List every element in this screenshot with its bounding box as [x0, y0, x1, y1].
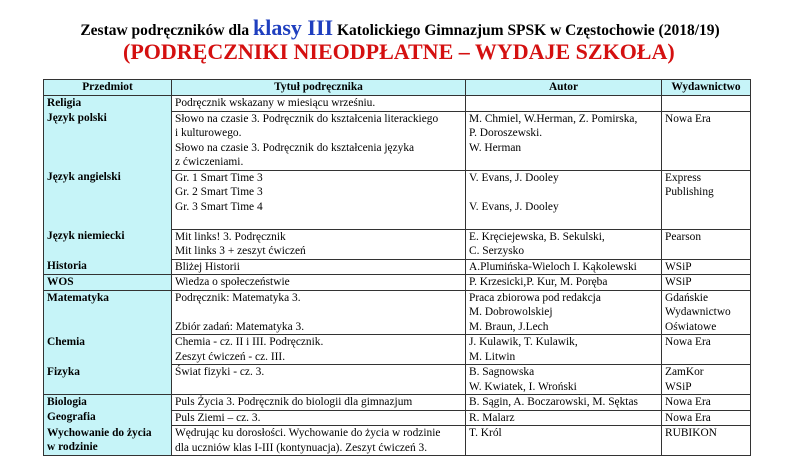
author-line: P. Doroszewski. [469, 127, 543, 139]
publisher-line: WSiP [665, 260, 692, 273]
publisher-cell [662, 96, 751, 112]
publisher-line: Oświatowe [665, 320, 717, 333]
title-line: Słowo na czasie 3. Podręcznik do kształcenia języka [175, 141, 415, 154]
author-line: M. Braun, J.Lech [469, 320, 549, 333]
publisher-line: Publishing [665, 186, 714, 198]
title-line: Wędrując ku dorosłości. Wychowanie do życia w rodzinie [175, 427, 441, 439]
subject-cell: WOS [44, 275, 172, 291]
author-line: Praca zbiorowa pod redakcja [469, 291, 601, 304]
title-line: Puls Ziemi – cz. 3. [175, 411, 261, 424]
subject-cell: Geografia [44, 410, 172, 426]
author-cell [466, 96, 662, 112]
author-line: P. Krzesicki,P. Kur, M. Poręba [469, 276, 608, 288]
title-line: Mit links! 3. Podręcznik [175, 230, 286, 243]
table-row [44, 170, 751, 229]
author-cell [466, 335, 662, 365]
header-publisher: Wydawnictwo [662, 80, 751, 96]
subject-cell: Religia [44, 96, 172, 112]
title-cell [172, 290, 466, 335]
table-row [44, 410, 751, 426]
table-row [44, 395, 751, 411]
title-line: i kulturowego. [175, 127, 242, 139]
title-line: Puls Życia 3. Podręcznik do biologii dla gimnazjum [175, 396, 413, 408]
title-cell [172, 395, 466, 411]
subject-line: Wychowanie do życia [47, 426, 152, 439]
table-header-row [44, 80, 751, 96]
title-line: Gr. 2 Smart Time 3 [175, 186, 263, 198]
publisher-line: WSiP [665, 276, 692, 288]
title-line: Podręcznik: Matematyka 3. [175, 291, 301, 304]
publisher-cell [662, 229, 751, 259]
author-line: W. Kwiatek, I. Wroński [469, 380, 577, 393]
header-author: Autor [466, 80, 662, 96]
author-cell [466, 290, 662, 335]
subject-line: w rodzinie [47, 441, 98, 453]
title-cell [172, 111, 466, 170]
publisher-line: Nowa Era [665, 336, 711, 348]
author-line: E. Kręciejewska, B. Sekulski, [469, 230, 605, 243]
author-cell [466, 170, 662, 229]
publisher-cell [662, 365, 751, 395]
table-row [44, 335, 751, 365]
title-cell [172, 275, 466, 291]
author-line: T. Król [469, 427, 502, 439]
header-title: Tytuł podręcznika [172, 80, 466, 96]
author-cell [466, 111, 662, 170]
publisher-line: Nowa Era [665, 112, 711, 125]
subject-cell [44, 426, 172, 456]
publisher-line: Nowa Era [665, 411, 711, 424]
document-subtitle: (PODRĘCZNIKI NIEODPŁATNE – WYDAJE SZKOŁA) [123, 39, 675, 64]
table-row [44, 426, 751, 456]
title-cell [172, 365, 466, 395]
author-cell [466, 410, 662, 426]
author-cell [466, 365, 662, 395]
title-prefix: Zestaw podręczników dla [80, 22, 253, 39]
author-cell [466, 259, 662, 275]
author-line: W. Herman [469, 141, 522, 154]
subject-cell: Język niemiecki [44, 229, 172, 259]
author-line: M. Chmiel, W.Herman, Z. Pomirska, [469, 112, 638, 125]
author-line: J. Kulawik, T. Kulawik, [469, 336, 578, 348]
title-line: Gr. 1 Smart Time 3 [175, 171, 263, 184]
publisher-line: RUBIKON [665, 427, 717, 439]
author-cell [466, 275, 662, 291]
textbook-table [43, 79, 751, 456]
publisher-line: Pearson [665, 230, 702, 243]
author-line: M. Litwin [469, 350, 516, 363]
table-row [44, 290, 751, 335]
subject-cell: Matematyka [44, 290, 172, 335]
title-cell [172, 229, 466, 259]
author-cell [466, 426, 662, 456]
author-line: M. Dobrowolskiej [469, 306, 553, 318]
table-row [44, 96, 751, 112]
publisher-cell [662, 259, 751, 275]
publisher-line: Wydawnictwo [665, 306, 731, 318]
title-cell [172, 426, 466, 456]
publisher-line: ZamKor [665, 366, 704, 378]
author-line: V. Evans, J. Dooley [469, 200, 559, 213]
subject-cell: Język polski [44, 111, 172, 170]
author-line: V. Evans, J. Dooley [469, 171, 559, 184]
empty-line [175, 214, 462, 229]
header-subject: Przedmiot [44, 80, 172, 96]
author-line: R. Malarz [469, 411, 515, 424]
title-cell [172, 96, 466, 112]
title-line: Chemia - cz. II i III. Podręcznik. [175, 336, 324, 348]
table-row [44, 365, 751, 395]
empty-line [469, 185, 658, 200]
author-line: A.Plumińska-Wieloch I. Kąkolewski [469, 260, 637, 273]
publisher-cell [662, 335, 751, 365]
title-line: z ćwiczeniami. [175, 156, 244, 168]
title-line: Słowo na czasie 3. Podręcznik do kształcenia literackiego [175, 112, 439, 125]
title-cell [172, 410, 466, 426]
publisher-line: Nowa Era [665, 396, 711, 408]
empty-line [175, 380, 462, 395]
table-row [44, 111, 751, 170]
title-line: Gr. 3 Smart Time 4 [175, 200, 263, 213]
title-line: Świat fizyki - cz. 3. [175, 366, 265, 378]
title-class-highlight: klasy III [252, 15, 334, 40]
table-row [44, 229, 751, 259]
table-row [44, 275, 751, 291]
publisher-cell [662, 410, 751, 426]
title-line: dla uczniów klas I-III (kontynuacja). Zeszyt ćwiczeń 3. [175, 441, 428, 454]
publisher-cell [662, 426, 751, 456]
publisher-cell [662, 395, 751, 411]
publisher-cell [662, 111, 751, 170]
subject-cell: Fizyka [44, 365, 172, 395]
title-suffix: Katolickiego Gimnazjum SPSK w Częstochowie (2018/19) [333, 22, 720, 39]
publisher-cell [662, 290, 751, 335]
subject-cell: Chemia [44, 335, 172, 365]
author-line: B. Sągin, A. Boczarowski, M. Sęktas [469, 396, 638, 408]
title-line: Podręcznik wskazany w miesiącu wrześniu. [175, 97, 376, 109]
title-line: Mit links 3 + zeszyt ćwiczeń [175, 245, 306, 257]
author-line: B. Sagnowska [469, 366, 535, 378]
empty-line [175, 305, 462, 320]
empty-line [469, 96, 658, 111]
title-line: Zbiór zadań: Matematyka 3. [175, 320, 305, 333]
author-cell [466, 395, 662, 411]
author-cell [466, 229, 662, 259]
title-cell [172, 335, 466, 365]
subject-cell: Historia [44, 259, 172, 275]
title-cell [172, 170, 466, 229]
publisher-line: WSiP [665, 380, 692, 393]
subject-cell: Biologia [44, 395, 172, 411]
publisher-line: Gdańskie [665, 291, 709, 304]
subject-cell: Język angielski [44, 170, 172, 229]
title-line: Wiedza o społeczeństwie [175, 276, 290, 288]
table-row [44, 259, 751, 275]
author-line: C. Serzysko [469, 245, 525, 257]
title-cell [172, 259, 466, 275]
document-title [0, 15, 800, 41]
publisher-cell [662, 275, 751, 291]
publisher-cell [662, 170, 751, 229]
publisher-line: Express [665, 171, 702, 184]
title-line: Bliżej Historii [175, 260, 240, 273]
title-line: Zeszyt ćwiczeń - cz. III. [175, 350, 286, 363]
